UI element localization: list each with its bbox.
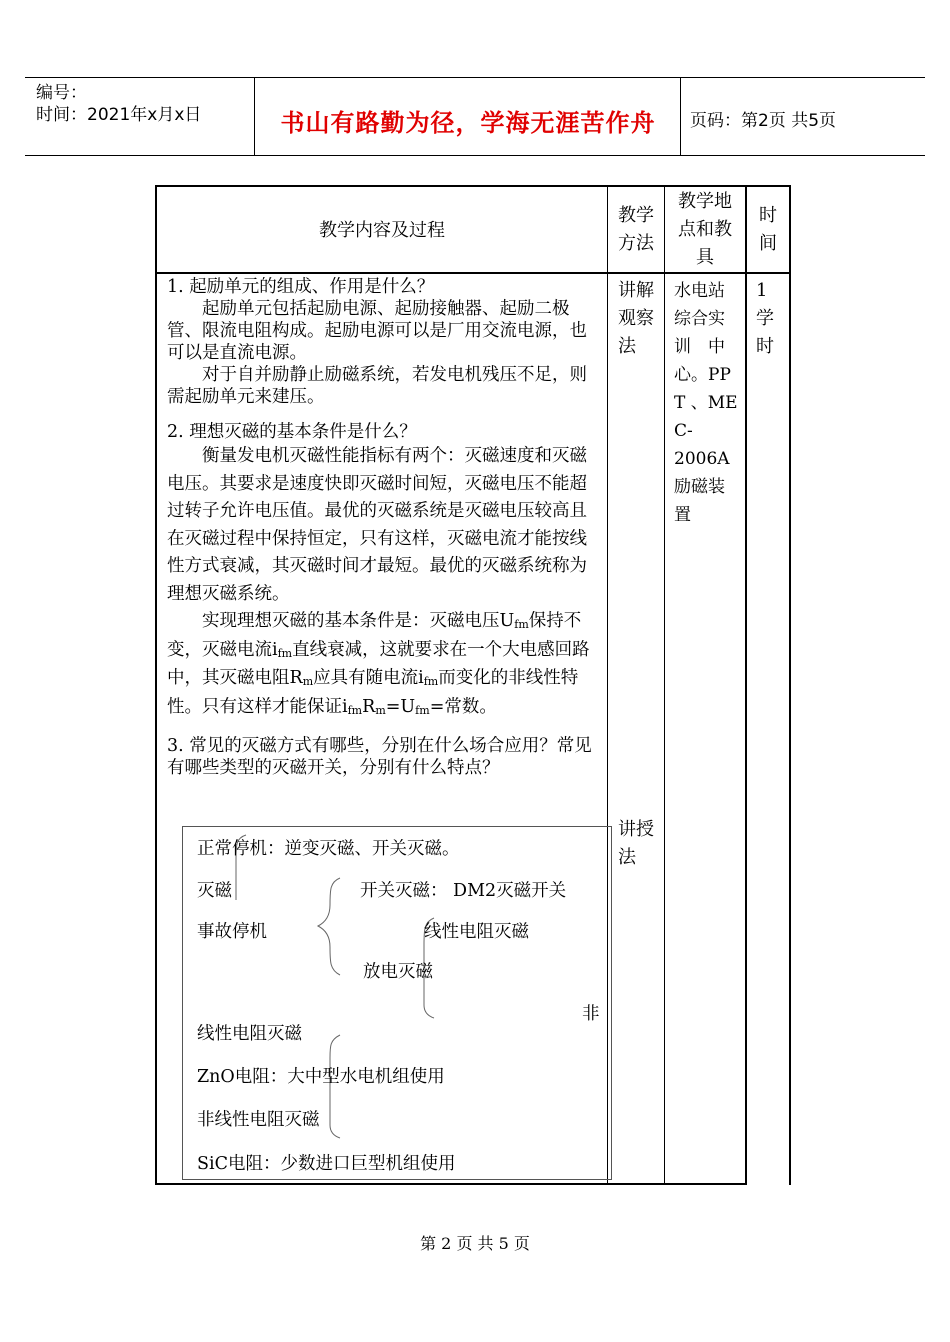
time-label: 时间：2021年x月x日 (36, 105, 202, 125)
fault-stop-text: 事故停机 (197, 922, 267, 942)
header-motto: 书山有路勤为径，学海无涯苦作舟 (280, 109, 656, 137)
question-1: 1. 起励单元的组成、作用是什么？ (167, 277, 435, 297)
header-location-tools: 教学地 点和教 具 (678, 191, 732, 268)
answer-1-paragraph-1: 起励单元包括起励电源、起励接触器、起励二极管、限流电阻构成。起励电源可以是厂用交流电源，也可以是直流电源。 (167, 299, 587, 363)
bracket-main (318, 878, 340, 975)
header-teaching-method: 教学 方法 (618, 205, 654, 254)
class-hours: 1 学 时 (756, 280, 774, 357)
method-lecture: 讲授 法 (618, 819, 654, 868)
normal-stop-text: 正常停机：逆变灭磁、开关灭磁。 (197, 839, 460, 859)
switch-demag-text: 开关灭磁： DM2灭磁开关 (360, 881, 567, 901)
number-label: 编号： (36, 83, 87, 103)
header-time: 时 间 (759, 205, 777, 254)
nonlinear-resistor-text-2: 非线性电阻灭磁 (197, 1110, 320, 1130)
sic-text: SiC电阻：少数进口巨型机组使用 (197, 1154, 456, 1174)
zno-text: ZnO电阻：大中型水电机组使用 (197, 1067, 445, 1087)
method-lecture-observe: 讲解 观察 法 (618, 280, 654, 357)
teaching-location: 水电站 综合实 训 中 心。PP T 、ME C- 2006A 励磁装 置 (674, 281, 738, 525)
answer-2-paragraph-2: 实现理想灭磁的基本条件是：灭磁电压$U_{fm}$保持不变，灭磁电流$i_{fm}$直线衰减，这就要求在一个大电感回路中，其灭磁电阻$R_m$应具有随电流$i_{fm}$而变化的非线性特性。只有这样才能保证$i_{fm}R_m=U_{fm}=$常数。 (167, 611, 590, 717)
page-footer: 第 2 页 共 5 页 (420, 1234, 530, 1253)
question-2: 2. 理想灭磁的基本条件是什么？ (167, 422, 417, 442)
answer-2-paragraph-1: 衡量发电机灭磁性能指标有两个：灭磁速度和灭磁电压。其要求是速度快即灭磁时间短，灭磁电压不能超过转子允许电压值。最优的灭磁系统是灭磁电压较高且在灭磁过程中保持恒定，只有这样，灭磁电流才能按线性方式衰减，其灭磁时间才最短。最优的灭磁系统称为理想灭磁系统。 (167, 446, 587, 604)
discharge-text: 放电灭磁 (363, 962, 433, 982)
question-3: 3. 常见的灭磁方式有哪些，分别在什么场合应用？常见有哪些类型的灭磁开关，分别有什么特点？ (167, 736, 592, 778)
fei-char: 非 (582, 1004, 600, 1024)
linear-resistor-text: 线性电阻灭磁 (424, 922, 529, 942)
miecie-label: 灭磁 (197, 881, 232, 901)
answer-1-paragraph-2: 对于自并励静止励磁系统，若发电机残压不足，则需起励单元来建压。 (167, 365, 587, 407)
nonlinear-resistor-text-1: 线性电阻灭磁 (197, 1024, 302, 1044)
header-page-info: 页码：第2页 共5页 (690, 111, 837, 131)
header-content-process: 教学内容及过程 (319, 220, 445, 241)
